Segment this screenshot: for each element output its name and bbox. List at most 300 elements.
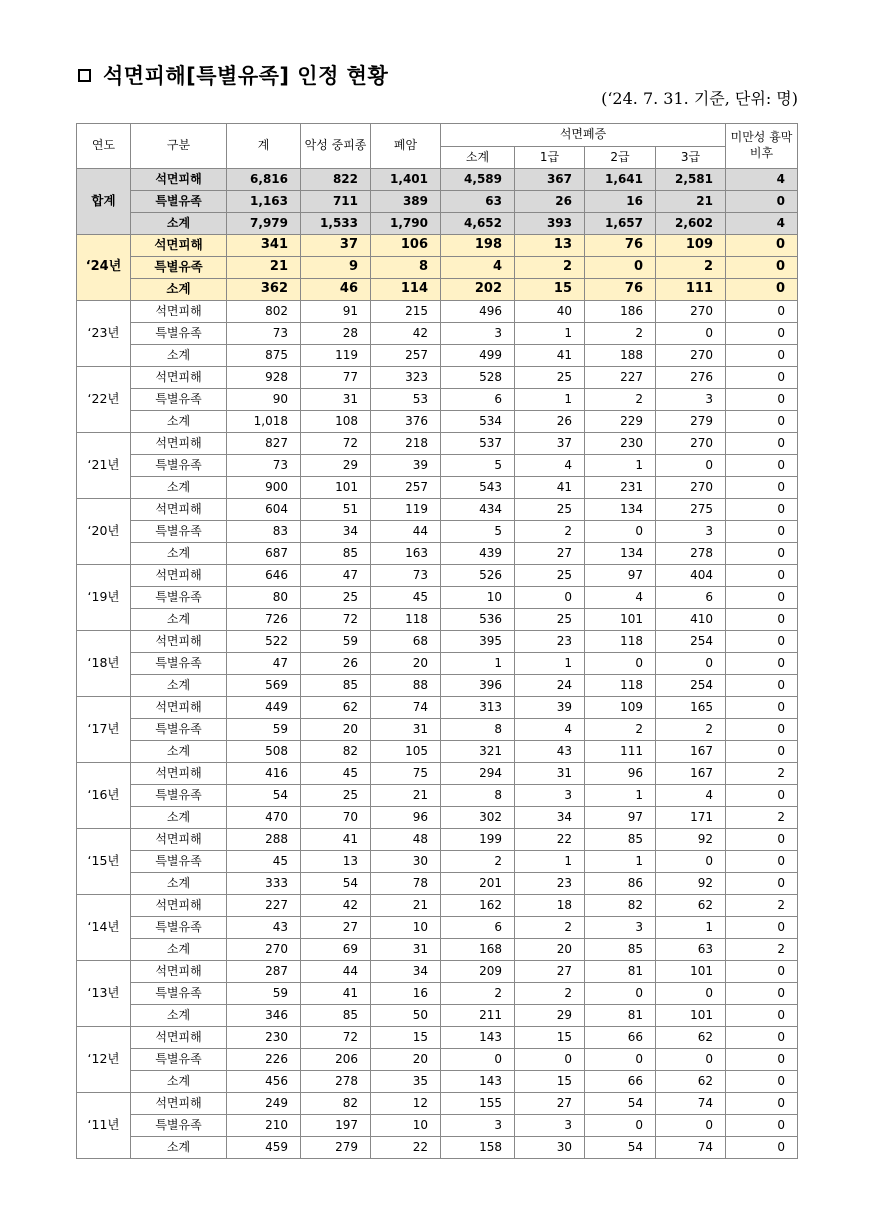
value-cell-mesothelioma: 9	[301, 257, 371, 279]
value-cell-mesothelioma: 85	[301, 675, 371, 697]
value-cell-diffuse-pleural: 0	[726, 1005, 798, 1027]
value-cell-lung-cancer: 389	[371, 191, 441, 213]
header-diffuse-pleural: 미만성 흉막비후	[726, 124, 798, 169]
value-cell-lung-cancer: 44	[371, 521, 441, 543]
value-cell-diffuse-pleural: 0	[726, 1049, 798, 1071]
value-cell-total: 230	[227, 1027, 301, 1049]
value-cell-total: 604	[227, 499, 301, 521]
year-cell: ‘22년	[77, 367, 131, 433]
value-cell-mesothelioma: 26	[301, 653, 371, 675]
value-cell-diffuse-pleural: 2	[726, 939, 798, 961]
value-cell-lung-cancer: 1,401	[371, 169, 441, 191]
value-cell-lung-cancer: 78	[371, 873, 441, 895]
value-cell-asbestosis-grade3: 62	[656, 1027, 726, 1049]
value-cell-asbestosis-grade1: 2	[515, 983, 585, 1005]
category-cell: 소계	[131, 939, 227, 961]
table-row	[77, 653, 798, 675]
value-cell-diffuse-pleural: 0	[726, 565, 798, 587]
value-cell-asbestosis-grade2: 2	[585, 323, 656, 345]
value-cell-asbestosis-grade3: 2,602	[656, 213, 726, 235]
value-cell-asbestosis-grade1: 1	[515, 653, 585, 675]
value-cell-total: 288	[227, 829, 301, 851]
value-cell-mesothelioma: 72	[301, 609, 371, 631]
year-cell: ‘19년	[77, 565, 131, 631]
value-cell-asbestosis-grade3: 254	[656, 675, 726, 697]
value-cell-diffuse-pleural: 0	[726, 719, 798, 741]
table-header	[77, 124, 798, 169]
value-cell-total: 1,018	[227, 411, 301, 433]
year-cell: ‘17년	[77, 697, 131, 763]
value-cell-total: 249	[227, 1093, 301, 1115]
value-cell-total: 346	[227, 1005, 301, 1027]
table-row	[77, 213, 798, 235]
value-cell-asbestosis-subtotal: 155	[441, 1093, 515, 1115]
value-cell-total: 646	[227, 565, 301, 587]
value-cell-asbestosis-grade3: 254	[656, 631, 726, 653]
value-cell-asbestosis-grade3: 3	[656, 521, 726, 543]
value-cell-asbestosis-grade2: 82	[585, 895, 656, 917]
value-cell-diffuse-pleural: 0	[726, 675, 798, 697]
value-cell-asbestosis-subtotal: 439	[441, 543, 515, 565]
value-cell-total: 827	[227, 433, 301, 455]
table-row	[77, 1049, 798, 1071]
value-cell-diffuse-pleural: 0	[726, 697, 798, 719]
value-cell-asbestosis-grade3: 404	[656, 565, 726, 587]
value-cell-mesothelioma: 13	[301, 851, 371, 873]
value-cell-total: 43	[227, 917, 301, 939]
value-cell-lung-cancer: 323	[371, 367, 441, 389]
value-cell-asbestosis-grade3: 63	[656, 939, 726, 961]
value-cell-asbestosis-subtotal: 202	[441, 279, 515, 301]
value-cell-asbestosis-grade3: 6	[656, 587, 726, 609]
value-cell-asbestosis-grade2: 111	[585, 741, 656, 763]
value-cell-asbestosis-subtotal: 496	[441, 301, 515, 323]
value-cell-asbestosis-grade3: 0	[656, 983, 726, 1005]
value-cell-lung-cancer: 119	[371, 499, 441, 521]
value-cell-asbestosis-subtotal: 168	[441, 939, 515, 961]
value-cell-mesothelioma: 279	[301, 1137, 371, 1159]
value-cell-mesothelioma: 85	[301, 543, 371, 565]
category-cell: 석면피해	[131, 895, 227, 917]
value-cell-mesothelioma: 711	[301, 191, 371, 213]
value-cell-asbestosis-grade3: 278	[656, 543, 726, 565]
table-row	[77, 917, 798, 939]
value-cell-asbestosis-grade3: 92	[656, 873, 726, 895]
table-row	[77, 1093, 798, 1115]
table-row	[77, 1071, 798, 1093]
value-cell-asbestosis-grade3: 276	[656, 367, 726, 389]
value-cell-asbestosis-grade2: 66	[585, 1027, 656, 1049]
table-row	[77, 741, 798, 763]
value-cell-diffuse-pleural: 2	[726, 895, 798, 917]
value-cell-lung-cancer: 118	[371, 609, 441, 631]
value-cell-lung-cancer: 48	[371, 829, 441, 851]
table-row	[77, 1027, 798, 1049]
value-cell-mesothelioma: 25	[301, 587, 371, 609]
value-cell-total: 73	[227, 323, 301, 345]
value-cell-asbestosis-grade2: 1	[585, 455, 656, 477]
value-cell-lung-cancer: 68	[371, 631, 441, 653]
value-cell-asbestosis-grade3: 0	[656, 851, 726, 873]
value-cell-diffuse-pleural: 0	[726, 389, 798, 411]
table-row	[77, 807, 798, 829]
value-cell-total: 1,163	[227, 191, 301, 213]
value-cell-asbestosis-grade3: 279	[656, 411, 726, 433]
value-cell-diffuse-pleural: 0	[726, 1027, 798, 1049]
value-cell-asbestosis-grade3: 167	[656, 763, 726, 785]
value-cell-lung-cancer: 10	[371, 1115, 441, 1137]
value-cell-asbestosis-grade2: 229	[585, 411, 656, 433]
value-cell-asbestosis-subtotal: 528	[441, 367, 515, 389]
category-cell: 소계	[131, 675, 227, 697]
value-cell-asbestosis-subtotal: 1	[441, 653, 515, 675]
category-cell: 석면피해	[131, 433, 227, 455]
table-row	[77, 675, 798, 697]
value-cell-asbestosis-grade2: 118	[585, 631, 656, 653]
value-cell-diffuse-pleural: 0	[726, 1093, 798, 1115]
table-row	[77, 323, 798, 345]
value-cell-asbestosis-grade1: 1	[515, 323, 585, 345]
table-row	[77, 631, 798, 653]
category-cell: 석면피해	[131, 631, 227, 653]
table-row	[77, 1005, 798, 1027]
value-cell-asbestosis-grade2: 1,657	[585, 213, 656, 235]
value-cell-diffuse-pleural: 0	[726, 1137, 798, 1159]
header-total: 계	[227, 124, 301, 169]
value-cell-total: 59	[227, 983, 301, 1005]
value-cell-lung-cancer: 39	[371, 455, 441, 477]
value-cell-asbestosis-grade2: 230	[585, 433, 656, 455]
value-cell-asbestosis-subtotal: 5	[441, 455, 515, 477]
value-cell-lung-cancer: 31	[371, 939, 441, 961]
category-cell: 석면피해	[131, 235, 227, 257]
value-cell-lung-cancer: 35	[371, 1071, 441, 1093]
category-cell: 소계	[131, 1071, 227, 1093]
table-row	[77, 279, 798, 301]
value-cell-asbestosis-subtotal: 198	[441, 235, 515, 257]
value-cell-mesothelioma: 41	[301, 829, 371, 851]
value-cell-asbestosis-subtotal: 3	[441, 1115, 515, 1137]
category-cell: 소계	[131, 543, 227, 565]
value-cell-asbestosis-grade1: 25	[515, 609, 585, 631]
value-cell-asbestosis-grade1: 2	[515, 257, 585, 279]
value-cell-mesothelioma: 44	[301, 961, 371, 983]
value-cell-mesothelioma: 77	[301, 367, 371, 389]
value-cell-mesothelioma: 29	[301, 455, 371, 477]
value-cell-diffuse-pleural: 0	[726, 411, 798, 433]
value-cell-asbestosis-grade3: 2	[656, 257, 726, 279]
value-cell-asbestosis-grade2: 2	[585, 719, 656, 741]
category-cell: 석면피해	[131, 829, 227, 851]
table-row	[77, 477, 798, 499]
value-cell-asbestosis-subtotal: 8	[441, 785, 515, 807]
page-title-text: 석면피해[특별유족] 인정 현황	[103, 64, 389, 88]
unit-note: (‘24. 7. 31. 기준, 단위: 명)	[601, 89, 798, 108]
table-row	[77, 829, 798, 851]
value-cell-lung-cancer: 376	[371, 411, 441, 433]
value-cell-diffuse-pleural: 0	[726, 367, 798, 389]
value-cell-lung-cancer: 96	[371, 807, 441, 829]
value-cell-mesothelioma: 101	[301, 477, 371, 499]
value-cell-asbestosis-grade3: 270	[656, 301, 726, 323]
value-cell-mesothelioma: 25	[301, 785, 371, 807]
table-row	[77, 587, 798, 609]
value-cell-asbestosis-grade3: 101	[656, 1005, 726, 1027]
value-cell-asbestosis-grade1: 20	[515, 939, 585, 961]
value-cell-mesothelioma: 108	[301, 411, 371, 433]
value-cell-asbestosis-grade2: 1	[585, 785, 656, 807]
value-cell-mesothelioma: 62	[301, 697, 371, 719]
value-cell-asbestosis-grade2: 76	[585, 279, 656, 301]
value-cell-asbestosis-grade2: 85	[585, 939, 656, 961]
value-cell-total: 928	[227, 367, 301, 389]
value-cell-lung-cancer: 1,790	[371, 213, 441, 235]
value-cell-asbestosis-grade3: 74	[656, 1137, 726, 1159]
value-cell-asbestosis-grade1: 34	[515, 807, 585, 829]
value-cell-mesothelioma: 85	[301, 1005, 371, 1027]
table-row	[77, 1115, 798, 1137]
year-cell: ‘14년	[77, 895, 131, 961]
category-cell: 특별유족	[131, 455, 227, 477]
value-cell-asbestosis-grade2: 85	[585, 829, 656, 851]
value-cell-asbestosis-grade3: 2,581	[656, 169, 726, 191]
checkbox-square-icon	[78, 69, 91, 82]
value-cell-asbestosis-grade3: 275	[656, 499, 726, 521]
value-cell-asbestosis-grade1: 4	[515, 719, 585, 741]
value-cell-mesothelioma: 72	[301, 1027, 371, 1049]
value-cell-total: 287	[227, 961, 301, 983]
category-cell: 특별유족	[131, 1049, 227, 1071]
value-cell-asbestosis-grade2: 86	[585, 873, 656, 895]
value-cell-diffuse-pleural: 0	[726, 477, 798, 499]
value-cell-total: 80	[227, 587, 301, 609]
value-cell-diffuse-pleural: 0	[726, 279, 798, 301]
value-cell-asbestosis-grade1: 27	[515, 961, 585, 983]
value-cell-asbestosis-subtotal: 143	[441, 1071, 515, 1093]
value-cell-asbestosis-grade2: 0	[585, 257, 656, 279]
value-cell-asbestosis-grade3: 0	[656, 653, 726, 675]
value-cell-asbestosis-grade2: 81	[585, 1005, 656, 1027]
value-cell-asbestosis-grade2: 231	[585, 477, 656, 499]
value-cell-asbestosis-grade3: 270	[656, 433, 726, 455]
value-cell-asbestosis-grade3: 0	[656, 323, 726, 345]
value-cell-asbestosis-subtotal: 294	[441, 763, 515, 785]
table-body	[77, 169, 798, 1159]
value-cell-asbestosis-subtotal: 2	[441, 851, 515, 873]
value-cell-lung-cancer: 34	[371, 961, 441, 983]
value-cell-diffuse-pleural: 0	[726, 1115, 798, 1137]
value-cell-asbestosis-grade1: 1	[515, 851, 585, 873]
category-cell: 특별유족	[131, 257, 227, 279]
value-cell-asbestosis-grade2: 4	[585, 587, 656, 609]
value-cell-asbestosis-grade1: 26	[515, 411, 585, 433]
value-cell-asbestosis-grade2: 97	[585, 565, 656, 587]
value-cell-asbestosis-subtotal: 4,589	[441, 169, 515, 191]
value-cell-asbestosis-grade3: 1	[656, 917, 726, 939]
table-row	[77, 191, 798, 213]
value-cell-asbestosis-grade3: 21	[656, 191, 726, 213]
value-cell-asbestosis-subtotal: 396	[441, 675, 515, 697]
value-cell-mesothelioma: 206	[301, 1049, 371, 1071]
value-cell-asbestosis-grade2: 101	[585, 609, 656, 631]
value-cell-total: 47	[227, 653, 301, 675]
value-cell-total: 569	[227, 675, 301, 697]
table-row	[77, 983, 798, 1005]
value-cell-asbestosis-grade2: 109	[585, 697, 656, 719]
value-cell-lung-cancer: 15	[371, 1027, 441, 1049]
table-row	[77, 763, 798, 785]
value-cell-asbestosis-subtotal: 526	[441, 565, 515, 587]
value-cell-diffuse-pleural: 0	[726, 521, 798, 543]
value-cell-mesothelioma: 278	[301, 1071, 371, 1093]
value-cell-asbestosis-grade1: 15	[515, 279, 585, 301]
value-cell-lung-cancer: 74	[371, 697, 441, 719]
value-cell-asbestosis-subtotal: 536	[441, 609, 515, 631]
value-cell-lung-cancer: 45	[371, 587, 441, 609]
value-cell-asbestosis-grade2: 0	[585, 983, 656, 1005]
value-cell-lung-cancer: 16	[371, 983, 441, 1005]
value-cell-total: 900	[227, 477, 301, 499]
header-year: 연도	[77, 124, 131, 169]
value-cell-mesothelioma: 28	[301, 323, 371, 345]
value-cell-asbestosis-grade1: 24	[515, 675, 585, 697]
value-cell-lung-cancer: 105	[371, 741, 441, 763]
value-cell-total: 459	[227, 1137, 301, 1159]
table-row	[77, 565, 798, 587]
value-cell-diffuse-pleural: 4	[726, 169, 798, 191]
table-row	[77, 367, 798, 389]
value-cell-diffuse-pleural: 0	[726, 983, 798, 1005]
value-cell-asbestosis-grade3: 0	[656, 1049, 726, 1071]
value-cell-total: 227	[227, 895, 301, 917]
value-cell-asbestosis-subtotal: 499	[441, 345, 515, 367]
value-cell-lung-cancer: 163	[371, 543, 441, 565]
value-cell-lung-cancer: 50	[371, 1005, 441, 1027]
value-cell-asbestosis-grade2: 134	[585, 543, 656, 565]
table-row	[77, 697, 798, 719]
value-cell-asbestosis-grade2: 81	[585, 961, 656, 983]
value-cell-asbestosis-grade1: 26	[515, 191, 585, 213]
table-row	[77, 301, 798, 323]
category-cell: 소계	[131, 411, 227, 433]
year-cell: ‘23년	[77, 301, 131, 367]
value-cell-mesothelioma: 20	[301, 719, 371, 741]
category-cell: 특별유족	[131, 719, 227, 741]
value-cell-asbestosis-grade3: 2	[656, 719, 726, 741]
value-cell-mesothelioma: 91	[301, 301, 371, 323]
header-asbestosis-grade3: 3급	[656, 147, 726, 169]
year-cell: ‘16년	[77, 763, 131, 829]
value-cell-diffuse-pleural: 0	[726, 785, 798, 807]
value-cell-asbestosis-grade1: 23	[515, 873, 585, 895]
value-cell-diffuse-pleural: 0	[726, 191, 798, 213]
value-cell-lung-cancer: 21	[371, 895, 441, 917]
value-cell-asbestosis-grade3: 167	[656, 741, 726, 763]
table-row	[77, 1137, 798, 1159]
value-cell-diffuse-pleural: 0	[726, 257, 798, 279]
value-cell-lung-cancer: 75	[371, 763, 441, 785]
category-cell: 소계	[131, 741, 227, 763]
table-row	[77, 389, 798, 411]
value-cell-asbestosis-grade2: 54	[585, 1137, 656, 1159]
value-cell-total: 333	[227, 873, 301, 895]
value-cell-diffuse-pleural: 0	[726, 741, 798, 763]
table-row	[77, 257, 798, 279]
value-cell-asbestosis-grade3: 101	[656, 961, 726, 983]
value-cell-asbestosis-subtotal: 201	[441, 873, 515, 895]
value-cell-asbestosis-grade1: 41	[515, 477, 585, 499]
category-cell: 특별유족	[131, 1115, 227, 1137]
category-cell: 소계	[131, 807, 227, 829]
value-cell-asbestosis-subtotal: 302	[441, 807, 515, 829]
value-cell-asbestosis-grade2: 66	[585, 1071, 656, 1093]
value-cell-asbestosis-subtotal: 6	[441, 389, 515, 411]
value-cell-lung-cancer: 218	[371, 433, 441, 455]
category-cell: 소계	[131, 279, 227, 301]
value-cell-mesothelioma: 70	[301, 807, 371, 829]
value-cell-asbestosis-subtotal: 534	[441, 411, 515, 433]
value-cell-diffuse-pleural: 0	[726, 323, 798, 345]
value-cell-asbestosis-grade2: 16	[585, 191, 656, 213]
value-cell-asbestosis-grade2: 76	[585, 235, 656, 257]
value-cell-asbestosis-grade3: 270	[656, 477, 726, 499]
value-cell-total: 470	[227, 807, 301, 829]
value-cell-diffuse-pleural: 0	[726, 499, 798, 521]
value-cell-asbestosis-grade3: 62	[656, 895, 726, 917]
value-cell-asbestosis-grade3: 165	[656, 697, 726, 719]
category-cell: 소계	[131, 1137, 227, 1159]
value-cell-diffuse-pleural: 0	[726, 345, 798, 367]
value-cell-diffuse-pleural: 0	[726, 873, 798, 895]
value-cell-total: 362	[227, 279, 301, 301]
value-cell-lung-cancer: 88	[371, 675, 441, 697]
value-cell-asbestosis-grade1: 15	[515, 1027, 585, 1049]
value-cell-asbestosis-grade2: 0	[585, 1115, 656, 1137]
value-cell-mesothelioma: 119	[301, 345, 371, 367]
value-cell-total: 6,816	[227, 169, 301, 191]
value-cell-asbestosis-grade3: 109	[656, 235, 726, 257]
value-cell-total: 687	[227, 543, 301, 565]
value-cell-mesothelioma: 45	[301, 763, 371, 785]
value-cell-asbestosis-subtotal: 199	[441, 829, 515, 851]
category-cell: 석면피해	[131, 697, 227, 719]
value-cell-total: 73	[227, 455, 301, 477]
value-cell-asbestosis-subtotal: 313	[441, 697, 515, 719]
year-cell: ‘12년	[77, 1027, 131, 1093]
value-cell-asbestosis-grade1: 25	[515, 565, 585, 587]
table-row	[77, 609, 798, 631]
category-cell: 소계	[131, 609, 227, 631]
category-cell: 소계	[131, 213, 227, 235]
value-cell-mesothelioma: 37	[301, 235, 371, 257]
value-cell-total: 210	[227, 1115, 301, 1137]
category-cell: 특별유족	[131, 983, 227, 1005]
table-row	[77, 895, 798, 917]
table-row	[77, 851, 798, 873]
value-cell-asbestosis-grade1: 13	[515, 235, 585, 257]
value-cell-total: 416	[227, 763, 301, 785]
year-cell: ‘24년	[77, 235, 131, 301]
value-cell-total: 522	[227, 631, 301, 653]
table-row	[77, 235, 798, 257]
year-cell: ‘18년	[77, 631, 131, 697]
header-category: 구분	[131, 124, 227, 169]
value-cell-asbestosis-grade1: 25	[515, 499, 585, 521]
value-cell-total: 45	[227, 851, 301, 873]
value-cell-diffuse-pleural: 0	[726, 543, 798, 565]
value-cell-diffuse-pleural: 0	[726, 631, 798, 653]
value-cell-asbestosis-subtotal: 211	[441, 1005, 515, 1027]
